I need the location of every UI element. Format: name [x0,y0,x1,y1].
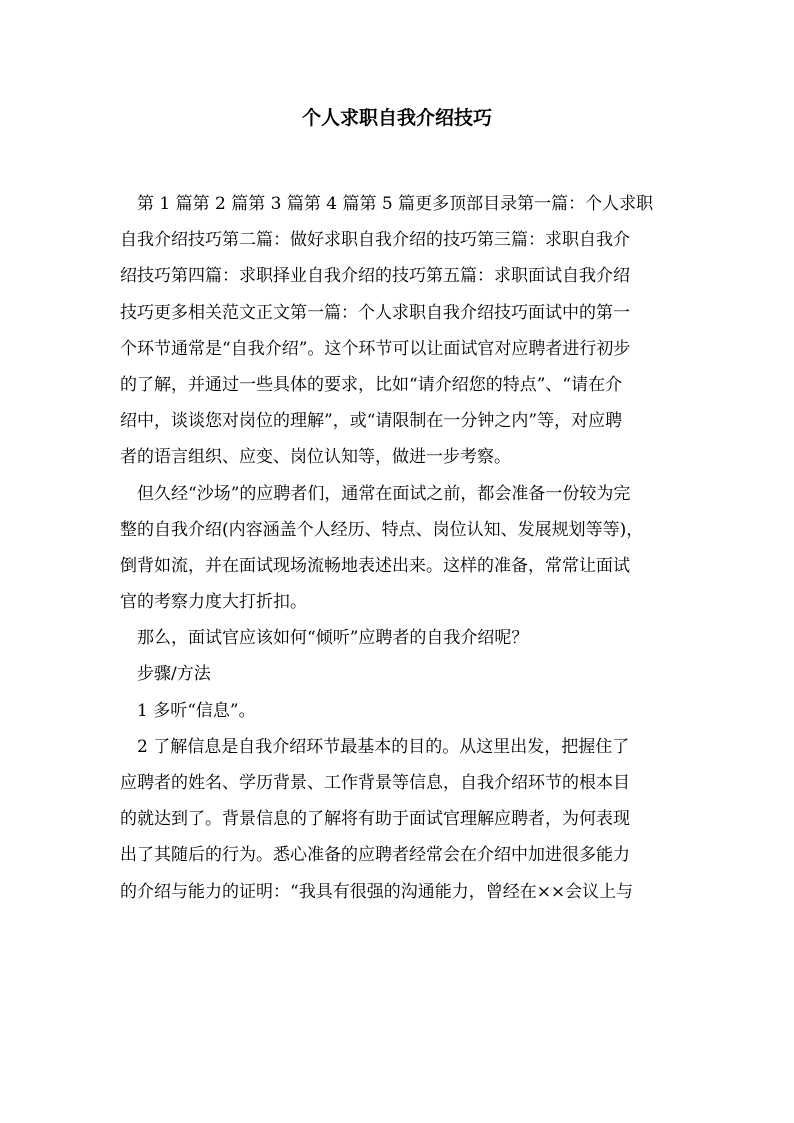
text-line: 第 1 篇第 2 篇第 3 篇第 4 篇第 5 篇更多顶部目录第一篇：个人求职 [137,194,654,214]
text-line: 倒背如流，并在面试现场流畅地表述出来。这样的准备，常常让面试 [120,555,630,576]
text-line: 那么，面试官应该如何“倾听”应聘者的自我介绍呢？ [137,628,529,649]
document-body [120,186,680,910]
text-line: 2 了解信息是自我介绍环节最基本的目的。从这里出发，把握住了 [137,736,630,757]
text-line: 但久经“沙场”的应聘者们，通常在面试之前，都会准备一份较为完 [137,483,631,504]
text-line: 的就达到了。背景信息的了解将有助于面试官理解应聘者，为何表现 [120,809,630,830]
text-line: 个环节通常是“自我介绍”。这个环节可以让面试官对应聘者进行初步 [120,338,631,359]
text-line: 绍技巧第四篇：求职择业自我介绍的技巧第五篇：求职面试自我介绍 [120,266,630,287]
text-line: 绍中，谈谈您对岗位的理解”，或“请限制在一分钟之内”等，对应聘 [120,411,623,432]
text-line: 出了其随后的行为。悉心准备的应聘者经常会在介绍中加进很多能力 [120,845,630,866]
text-line: 整的自我介绍(内容涵盖个人经历、特点、岗位认知、发展规划等等)， [120,519,644,540]
text-line: 应聘者的姓名、学历背景、工作背景等信息，自我介绍环节的根本目 [120,773,630,793]
text-line: 步骤/方法 [137,664,211,685]
text-line: 者的语言组织、应变、岗位认知等，做进一步考察。 [120,447,511,468]
text-line: 的介绍与能力的证明：“我具有很强的沟通能力，曾经在××会议上与 [120,881,634,902]
text-line: 1 多听“信息”。 [137,700,256,721]
document-title: 个人求职自我介绍技巧 [301,107,492,129]
text-line: 技巧更多相关范文正文第一篇：个人求职自我介绍技巧面试中的第一 [120,302,630,323]
text-line: 官的考察力度大打折扣。 [120,592,307,613]
text-line: 自我介绍技巧第二篇：做好求职自我介绍的技巧第三篇：求职自我介 [120,230,630,251]
text-line: 的了解，并通过一些具体的要求，比如“请介绍您的特点”、“请在介 [120,374,623,395]
